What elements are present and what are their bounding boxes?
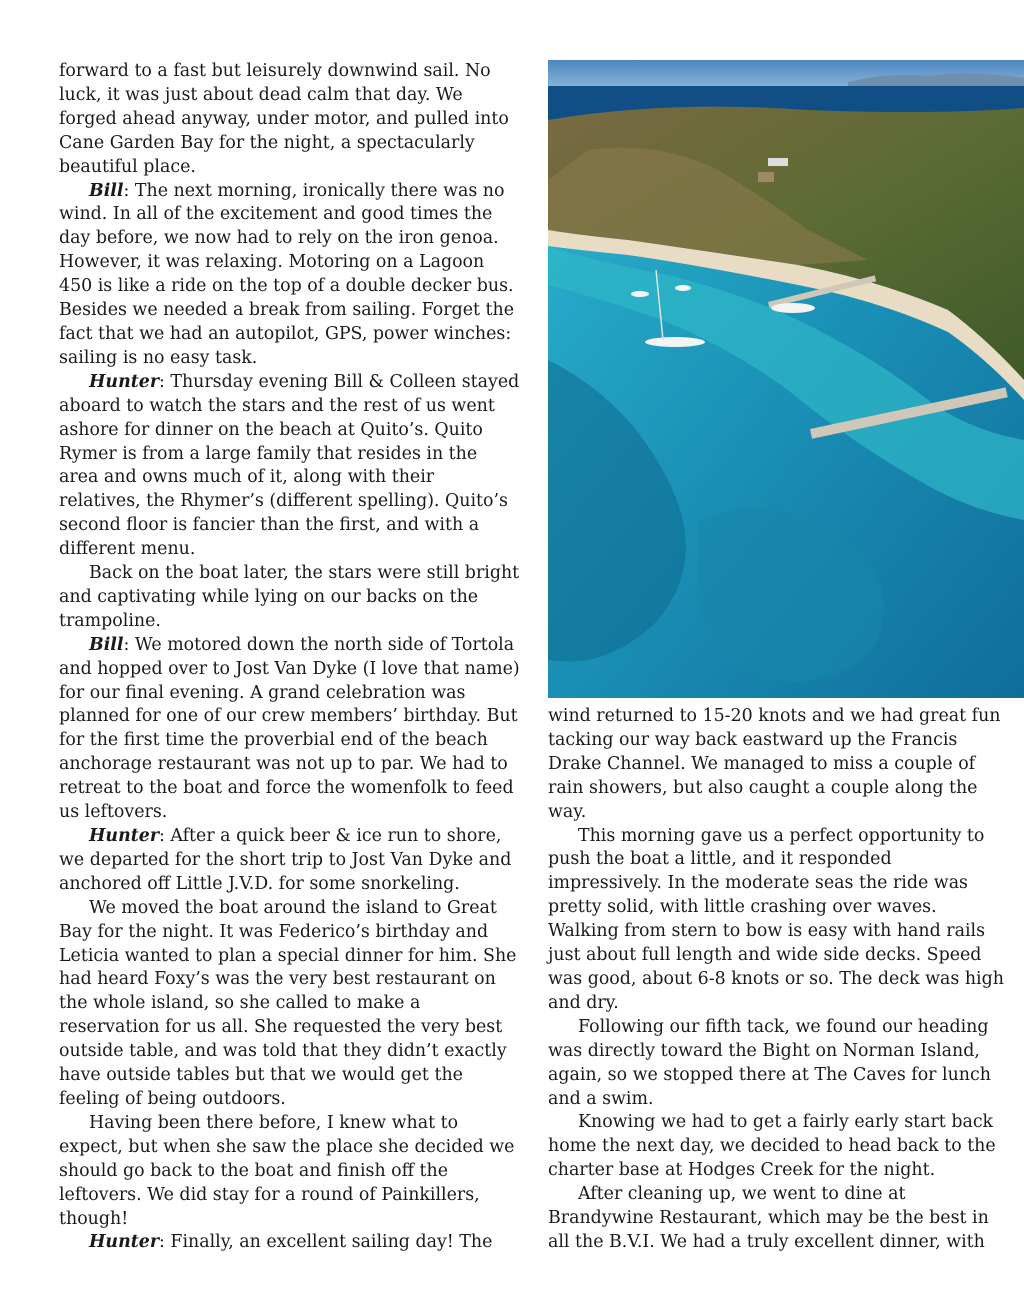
paragraph-text: Knowing we had to get a fairly early start back home the next day, we decided to head back to the charter base at Hodges Creek for the night. (548, 1112, 996, 1181)
paragraph (59, 897, 521, 1112)
speaker-name: Hunter (89, 1232, 159, 1253)
paragraph (548, 1016, 1006, 1112)
paragraph-text: Back on the boat later, the stars were still bright and captivating while lying on our backs on the trampoline. (59, 563, 520, 631)
paragraph-text: forward to a fast but leisurely downwind sail. No luck, it was just about dead calm that day. We forged ahead anyway, under motor, and pulled into Cane Garden Bay for the night, a spectacularly beautiful place. (59, 61, 509, 177)
paragraph-text: We moved the boat around the island to Great Bay for the night. It was Federico’s birthday and Leticia wanted to plan a special dinner for him. She had heard Foxy’s was the very best restaurant on the whole island, so she called to make a reservation for us all. She requested the very best outside table, and was told that they didn’t exactly have outside tables but that we would get the feeling of being outdoors. (59, 897, 517, 1109)
paragraph (59, 180, 521, 371)
paragraph-text: : After a quick beer & ice run to shore, we departed for the short trip to Jost Van Dyke and anchored off Little J.V.D. for some snorkeling. (59, 826, 512, 894)
paragraph-text: After cleaning up, we went to dine at Brandywine Restaurant, which may be the best in all the B.V.I. We had a truly excellent dinner, with (548, 1184, 989, 1252)
paragraph (548, 1111, 1006, 1183)
paragraph-text: : The next morning, ironically there was no wind. In all of the excitement and good times the day before, we now had to rely on the iron genoa. However, it was relaxing. Motoring on a Lagoon 450 is like a ride on the top of a double decker bus. Besides we needed a break from sailing. Forget the fact that we had an autopilot, GPS, power winches: sailing is no easy task. (59, 180, 515, 368)
paragraph (59, 1231, 521, 1255)
paragraph (548, 1183, 1006, 1255)
paragraph-text: Following our fifth tack, we found our heading was directly toward the Bight on Norman Island, again, so we stopped there at The Caves for lunch and a swim. (548, 1016, 991, 1109)
paragraph (548, 705, 1006, 825)
speaker-name: Hunter (89, 826, 159, 846)
speaker-name: Hunter (89, 371, 159, 392)
paragraph-text: Having been there before, I knew what to expect, but when she saw the place she decided we should go back to the boat and finish off the leftovers. We did stay for a round of Painkillers, though! (59, 1112, 515, 1229)
paragraph-text: : We motored down the north side of Tortola and hopped over to Jost Van Dyke (I love that name) for our final evening. A grand celebration was planned for one of our crew members’ birthday. But for the first time the proverbial end of the beach anchorage restaurant was not up to par. We had to retreat to the boat and force the womenfolk to feed us leftovers. (59, 634, 520, 823)
speaker-name: Bill (89, 634, 124, 655)
paragraph (59, 371, 521, 562)
paragraph-text: This morning gave us a perfect opportunity to push the boat a little, and it responded impressively. In the moderate seas the ride was pretty solid, with little crashing over waves. Walking from stern to bow is easy with hand rails just about full length and wide side decks. Speed was good, about 6-8 knots or so. The deck was high and dry. (548, 825, 1004, 1013)
paragraph (59, 634, 521, 825)
paragraph-text: wind returned to 15-20 knots and we had great fun tacking our way back eastward up the Francis Drake Channel. We managed to miss a couple of rain showers, but also caught a couple along the way. (548, 706, 1001, 822)
speaker-name: Bill (89, 180, 124, 201)
paragraph (548, 825, 1006, 1016)
paragraph (59, 825, 521, 897)
paragraph (59, 60, 521, 180)
bay-aerial-photo (548, 60, 1024, 698)
paragraph (59, 562, 521, 634)
paragraph-text: : Finally, an excellent sailing day! The (158, 1232, 493, 1253)
bay-aerial-photo-image (548, 60, 1024, 698)
paragraph (59, 1112, 521, 1232)
right-text-column (548, 705, 1006, 1255)
paragraph-text: : Thursday evening Bill & Colleen stayed aboard to watch the stars and the rest of us went ashore for dinner on the beach at Quito’s. Quito Rymer is from a large family that resides in the area and owns much of it, along with their relatives, the Rhymer’s (different spelling). Quito’s second floor is fancier than the first, and with a different menu. (59, 371, 520, 560)
left-text-column (59, 60, 521, 1255)
